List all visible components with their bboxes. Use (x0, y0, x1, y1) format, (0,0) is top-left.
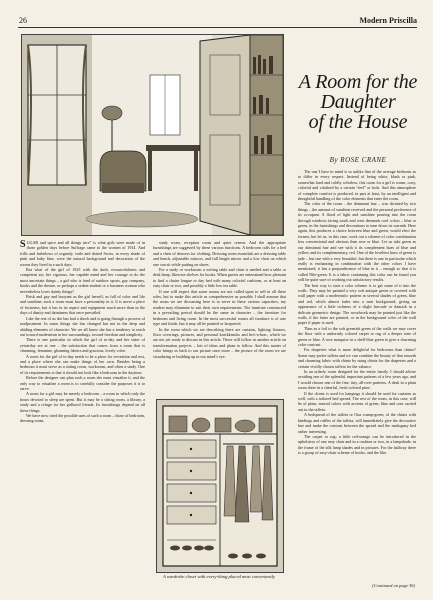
paragraph: Before the designer can plan such a room she must visualize it, and the only way to visualize a room is to carefully consider the purposes it is to serve. (20, 375, 145, 391)
paragraph: But what of the girl of 1925 with the dash, resourcefulness and competent air; her vigorous, her capable mind and her courage to do the most uncertain things – a girl who is fond of outdoor sports, gay company, books and the theatre, or perhaps a sedate student or a business woman who nevertheless loves dainty things? (20, 267, 145, 294)
paragraph: A room for a girl may be merely a bedroom – a room in which only the hours devoted to sleep are spent. But it may be a sitting room, a library, a study and a refuge for her girlhood friends. Its furnishings depend on all these things. (20, 391, 145, 413)
paragraph: For draperies what is more delightful for bedrooms than chintz? Some may prefer taffeta and we can combine the beauty of that smooth and charming fabric with chintz by using chintz for the draperies and a certain vividly chosen taffeta for the valance. (298, 347, 416, 369)
wardrobe-caption: A wardrobe closet with every-thing placed most conveniently (163, 574, 275, 579)
paragraph: Then as a foil to the soft greenish green of the walls we may cover the floor with a uniformly colored carpet or rug of a deeper tone of green or blue. A rose marquise in a shell-blue green to give a charming color contrast. (298, 325, 416, 347)
paragraph: The carpet or rug: a little red-orange can be introduced in the upholstery of one easy chair and in a cushion or two, in a lampshade, in the frame of the silk lamp shades and in pictures. For the hallway there is a group of easy-chair scheme of books, and the like. (298, 433, 416, 456)
paragraph: If one will expect that some rooms are not called upon to sell in all these roles, but to make this article as comprehensive as possible I shall assume that the room we are discussing here is to serve in these various capacities; my readers may eliminate to suit their own requirements. The furniture constructed in a prevailing period should be the same in character – the furniture for bedroom and living room. In the most successful rooms all furniture is of one type and finish, but it may all be painted or lacquered. (153, 288, 286, 327)
paragraph: A room for the girl of to-day needs to be a place for recreation and rest, and a place where she can make things of her own. Besides being a bedroom it must serve as a sitting room, workroom, and often a study. One of its requirements is that it should not look like a bedroom in the daytime. (20, 353, 145, 375)
column-2 (153, 240, 286, 390)
column-1 (20, 240, 145, 592)
magazine-title: Modern Priscilla (359, 16, 417, 25)
paragraph: If the chintz is used for hangings it should be used for curtains as well, with a tailored bed spread. The rest of the room, in this case, will be of plain, neutral colors with accents of green, blue and rose carried out in the taffeta. (298, 390, 416, 412)
title-line-2: Daughter (320, 91, 396, 113)
paragraph: For a study or workroom a writing table and chair is needed and a table or desk lamp, likewise shelves for books. When guests are entertained how pleasant to find a chaise longue or day bed with many colorful cushions, or at least an easy chair or two, and possibly a little low tea table. (153, 267, 286, 289)
wardrobe-drawing (157, 400, 283, 572)
paragraph: Like the rest of us she has had a shock and is going through a process of readjustment. In some things she has changed but not in the deep and abiding elements of character. Yet we all know she has a tendency to reach out toward modernism in her surroundings, toward freedom and simplicity. (20, 315, 145, 337)
paragraph: A bedspread of the taffeta or Ona cramp-green, of the chintz with bindings and ruffles of the taffeta, will immediately give the decorative hue and make the contrast between the spread and the mahogany bed rather interesting. (298, 412, 416, 434)
paragraph: study room, reception room and quiet retreat. And the appropriate furnishings are suggested by these various functions. A bedroom calls for a bed and a chest of drawers for clothing. Dressing room essentials are a dressing table and bench, adjustable mirrors, and full length mirror and a low chair on which one can sit while putting on shoes. (153, 240, 286, 267)
continued-note: (Continued on page 36) (372, 583, 415, 588)
paragraph: In an orderly room designed for the entire family. I should advise avoiding one of the splendid, important patterns of a few years ago, and I would choose one of the fine, tiny, all-over patterns. A desk in a plain room there in a cheerful, fresh colored print. (298, 369, 416, 391)
title-line-1: A Room for the (298, 71, 418, 93)
paragraph: Brisk and gay and buoyant as the girl herself, as full of color and life and sunshine, such a room must have a personality in it. It is never a place of fussiness, but it has in its aspect and equipment much more than in the days of dimity and daintiness that once prevailed. (20, 294, 145, 316)
paragraph: We have now cited the possible uses of such a room – those of bedroom, dressing room, (20, 413, 145, 424)
title-line-3: of the House (308, 111, 408, 133)
page-number: 26 (19, 16, 27, 25)
header-rule (18, 27, 417, 28)
paragraph: The one I have in mind is so unlike that of the average bedroom as to differ in every respect. Instead of being white, blush or pink, somewhat hard and coldly colorless, this room for a girl is warm, cozy, colorful and vitalized by a certain “feel” or look. And this atmosphere of complete comfort is produced, in part at least, by an intelligent and thoughtful handling of the color elements that enter the room. (298, 169, 416, 202)
bedroom-illustration (21, 34, 284, 236)
paragraph: SUGAR and spice and all things nice” is what girls were made of in those golden days before Suffrage came to the women of 1914. And frills and furbelows of organdy, voile and dotted Swiss, in every shade of pink and baby blue, were the natural background and decoration of the rooms they lived in a such days. (20, 240, 145, 267)
article-title (296, 72, 420, 132)
paragraph: There is one particular in which the girl of to-day and her sister of yesterday are at one – the satisfaction that comes from a room that is charming, feminine, gleaming fabrics and gracious, lovely color. (20, 337, 145, 354)
column-3 (298, 169, 416, 589)
paragraph: The color of the room – the dominant hue – was dictated by two things – the amount of sunshine received and the personal preference of its occupant. A flood of light and sunshine pouring into the room through windows facing south and west demands cool colors – blue or green, in the furnishings and decorations to tone down its warmth. Here again, this produces a choice between blue and green, would elect the former, but let us, in this case, work out a scheme of color combination less conventional and obvious than rose or blue. Let us take green as our dominant hue and see with it its complement hues of blue and yellow and its complementary, red. One of the loveliest hues of green is jade – but one with a very beautiful, but there is one in particular which really is enchanting in combination with the other colors I have mentioned; it has a preponderance of blue in it – enough so that it is called Nile-green. It is a fabric containing this color can be found you will be quite sure of working out satisfactory results. (298, 201, 416, 283)
paragraph: In the room which we are describing there are curtains, lighting fixtures, floor coverings, pictures, and personal knickknacks and bric-a-brac, which we are not yet ready to discuss in this article. These will follow in another article on transformation projects – lots of ideas and plans to follow. And this matter of color brings us back to our picture once more – the picture of the room we are visualizing or building up in our mind’s eye. (153, 326, 286, 359)
paragraph: The best way to start a color scheme is to get some of it into the walls. They may be painted a very soft antique green or covered with wall paper with a modernistic pattern in several shades of green, blue and red, which almost fades into a neat background, giving an appearance of a little richness of a slight brocade or damask in a delicate geometric design. The woodwork may be painted just like the walls, if the latter are painted, or in the background color of the wall paper if paper is used. (298, 282, 416, 326)
wardrobe-illustration (156, 399, 284, 573)
byline: By ROSE CRANE (329, 156, 387, 164)
bedroom-drawing (22, 35, 283, 235)
